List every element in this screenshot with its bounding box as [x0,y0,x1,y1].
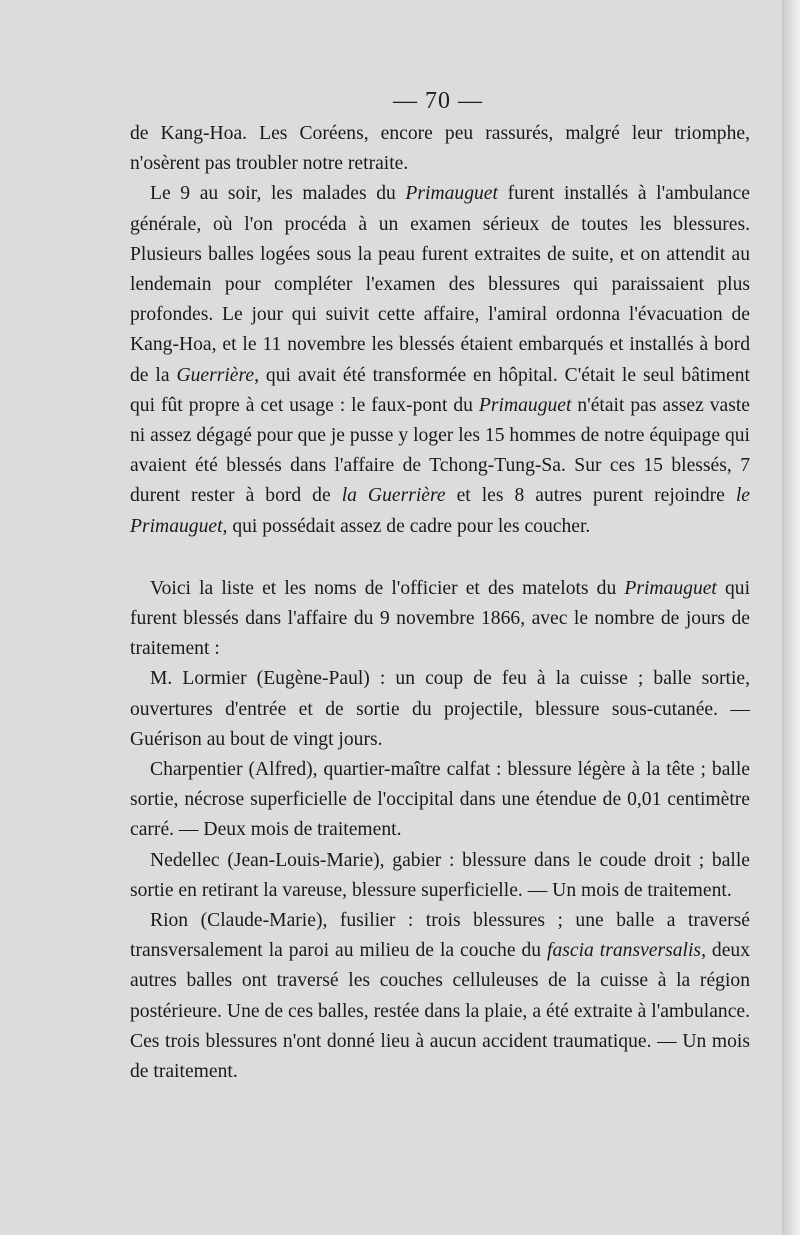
text-run: Nedellec (Jean-Louis-Marie), gabier : blessure dans le coude droit ; balle sortie en retirant la vareuse, blessure superficielle. — Un mois de traitement. [130,849,750,901]
text-run: et les 8 autres purent rejoindre [445,485,736,507]
italic-text: le Primauguet [130,485,750,537]
paragraph [130,755,750,846]
text-run: Charpentier (Alfred), quartier-maître calfat : blessure légère à la tête ; balle sortie, nécrose superficielle de l'occipital dans une étendue de 0,01 centimètre carré. — Deux mois de traitement. [130,759,750,841]
text-run: furent installés à l'ambulance générale, où l'on procéda à un examen sérieux de toutes les blessures. Plusieurs balles logées sous la peau furent extraites de suite, et on attendit au lendemain pour compléter l'examen des blessures qui paraissaient plus profondes. Le jour qui suivit cette affaire, l'amiral ordonna l'évacuation de Kang-Hoa, et le 11 novembre les blessés étaient embarqués et installés à bord de la [130,183,750,386]
italic-text: Primauguet [478,394,572,416]
text-run: , qui possédait assez de cadre pour les coucher. [222,515,591,537]
text-run: Le 9 au soir, les malades du [150,183,406,205]
paragraph [130,846,750,906]
page-number: — 70 — [393,88,483,114]
paragraph [130,119,750,179]
italic-text: fascia transversalis [547,940,702,962]
text-run: Rion (Claude-Marie), fusilier : trois blessures ; une balle a traversé transversalement la paroi au milieu de la couche du [130,910,750,962]
paragraph [130,574,750,665]
text-run: , deux autres balles ont traversé les couches celluleuses de la cuisse à la région postérieure. Une de ces balles, restée dans la plaie, a été extraite à l'ambulance. Ces trois blessures n'ont donné lieu à aucun accident traumatique. — Un mois de traitement. [130,940,751,1083]
italic-text: la Guerrière [341,485,446,507]
italic-text: Primauguet [624,577,717,599]
paper-edge [782,0,800,1235]
paragraph [130,906,750,1087]
text-run: M. Lormier (Eugène-Paul) : un coup de feu à la cuisse ; balle sortie, ouvertures d'entrée et de sortie du projectile, blessure sous-cutanée. — Guérison au bout de vingt jours. [130,668,750,750]
text-run: qui furent blessés dans l'affaire du 9 novembre 1866, avec le nombre de jours de traitement : [130,577,751,660]
paragraph [130,664,750,755]
paragraph [130,179,750,541]
text-run: Voici la liste et les noms de l'officier et des matelots du [150,577,625,599]
text-run: de Kang-Hoa. Les Coréens, encore peu rassurés, malgré leur triomphe, n'osèrent pas troubler notre retraite. [130,123,750,175]
body-text [130,119,750,1087]
text-run: n'était pas assez vaste ni assez dégagé pour que je pusse y loger les 15 hommes de notre équipage qui avaient été blessés dans l'affaire de Tchong-Tung-Sa. Sur ces 15 blessés, 7 durent rester à bord de [130,394,750,507]
text-run: , qui avait été transformée en hôpital. C'était le seul bâtiment qui fût propre à cet usage : le faux-pont du [130,364,750,416]
italic-text: Primauguet [405,183,498,205]
italic-text: Guerrière [176,364,255,386]
